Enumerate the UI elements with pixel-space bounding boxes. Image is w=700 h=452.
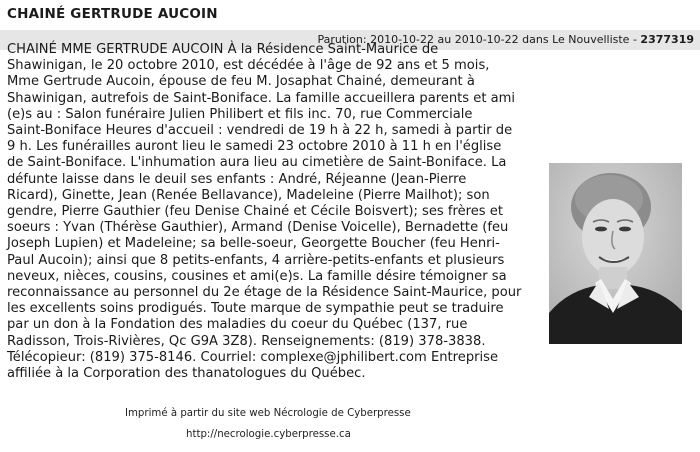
page-title: CHAINÉ GERTRUDE AUCOIN <box>7 6 218 22</box>
publication-reference: 2377319 <box>640 33 694 46</box>
portrait-icon <box>549 163 682 344</box>
portrait-photo <box>549 163 682 344</box>
obituary-text: CHAINÉ MME GERTRUDE AUCOIN À la Résidence Saint-Maurice de Shawinigan, le 20 octobre 2010, est décédée à l'âge de 92 ans et 5 mois, Mme Gertrude Aucoin, épouse de feu M. Josaphat Chainé, demeurant à Shawinigan, autrefois de Saint-Boniface. La famille accueillera parents et ami (e)s au : Salon funéraire Julien Philibert et fils inc. 70, rue Commerciale Saint-Boniface Heures d'accueil : vendredi de 19 h à 22 h, samedi à partir de 9 h. Les funérailles auront lieu le samedi 23 octobre 2010 à 11 h en l'église de Saint-Boniface. L'inhumation aura lieu au cimetière de Saint-Boniface. La défunte laisse dans le deuil ses enfants : André, Réjeanne (Jean-Pierre Ricard), Ginette, Jean (Renée Bellavance), Madeleine (Pierre Mailhot); son gendre, Pierre Gauthier (feu Denise Chainé et Cécile Boisvert); ses frères et soeurs : Yvan (Thérèse Gauthier), Armand (Denise Voicelle), Bernadette (feu Joseph Lupien) et Madeleine; sa belle-soeur, Georgette Boucher (feu Henri- Paul Aucoin); ainsi que 8 petits-enfants, 4 arrière-petits-enfants et plusieurs neveux, nièces, cousins, cousines et ami(e)s. La famille désire témoigner sa reconnaissance au personnel du 2e étage de la Résidence Saint-Maurice, pour les excellents soins prodigués. Toute marque de sympathie peut se traduire par un don à la Fondation des maladies du coeur du Québec (137, rue Radisson, Trois-Rivières, Qc G9A 3Z8). Renseignements: (819) 378-3838. Télécopieur: (819) 375-8146. Courriel: complexe@jphilibert.com Entreprise affiliée à la Corporation des thanatologues du Québec. <box>7 42 522 382</box>
footer-url[interactable]: http://necrologie.cyberpresse.ca <box>186 429 351 440</box>
title-bar <box>0 0 700 30</box>
footer-printed-from: Imprimé à partir du site web Nécrologie de Cyberpresse <box>125 408 411 419</box>
publication-text: Parution: 2010-10-22 au 2010-10-22 dans Le Nouvelliste - <box>317 33 641 46</box>
